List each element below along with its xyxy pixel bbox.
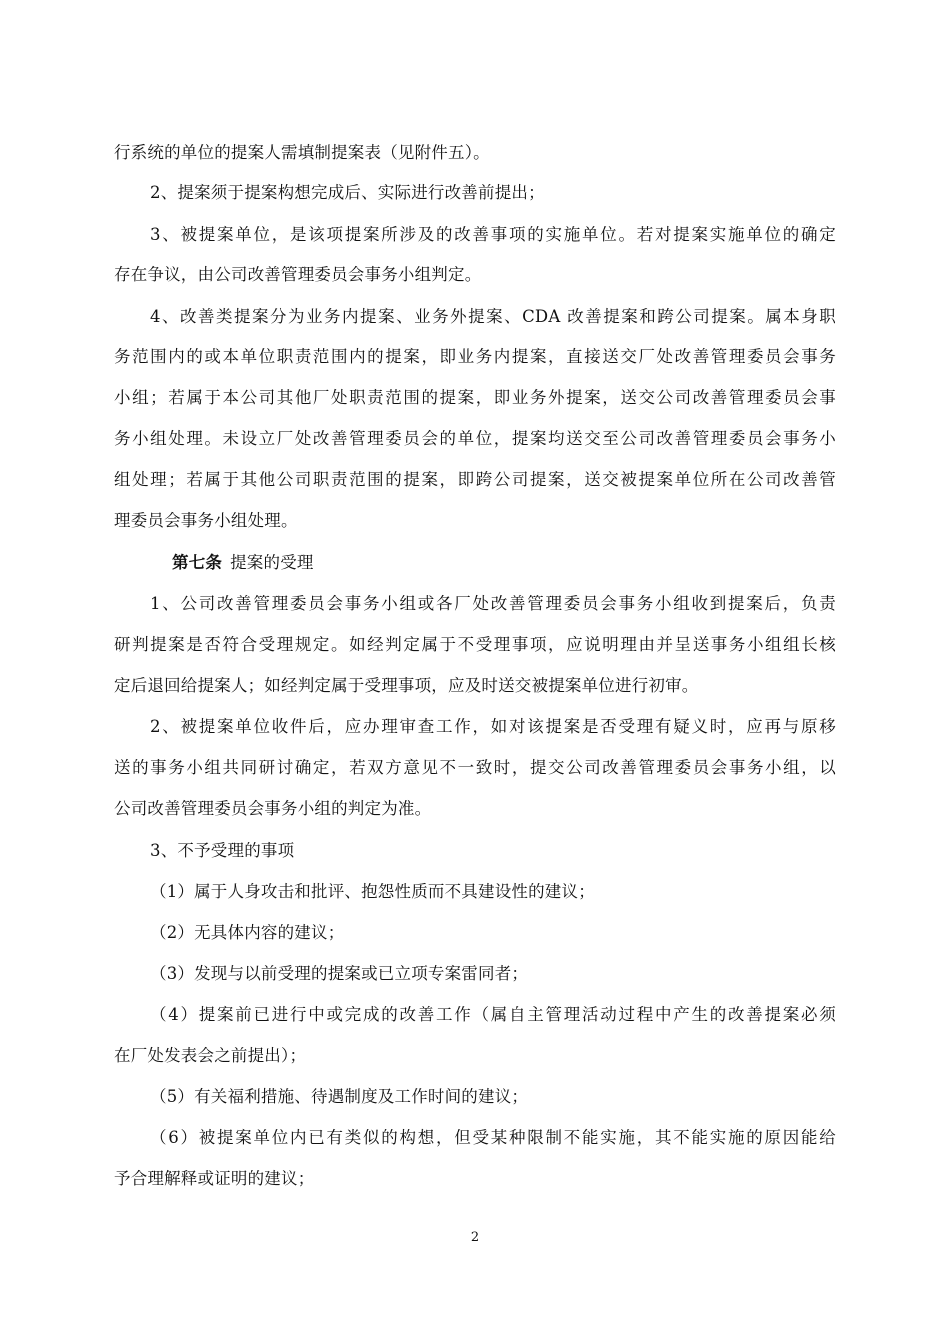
paragraph-line: 送的事务小组共同研讨确定，若双方意见不一致时，提交公司改善管理委员会事务小组，以	[114, 758, 836, 777]
paragraph-line: 2、被提案单位收件后，应办理审查工作，如对该提案是否受理有疑义时，应再与原移	[150, 717, 836, 736]
paragraph-line: 1、公司改善管理委员会事务小组或各厂处改善管理委员会事务小组收到提案后，负责	[150, 594, 836, 613]
paragraph-line: 理委员会事务小组处理。	[114, 511, 298, 530]
paragraph-line: 务范围内的或本单位职责范围内的提案，即业务内提案，直接送交厂处改善管理委员会事务	[114, 347, 836, 366]
page-number: 2	[470, 1230, 480, 1245]
list-item-continuation: 在厂处发表会之前提出）；	[114, 1046, 307, 1065]
paragraph-line: 定后退回给提案人；如经判定属于受理事项，应及时送交被提案单位进行初审。	[114, 676, 699, 695]
list-item: （5）有关福利措施、待遇制度及工作时间的建议；	[150, 1087, 529, 1106]
paragraph-line: 4、改善类提案分为业务内提案、业务外提案、CDA 改善提案和跨公司提案。属本身职	[150, 307, 836, 326]
paragraph-line: 研判提案是否符合受理规定。如经判定属于不受理事项，应说明理由并呈送事务小组组长核	[114, 635, 836, 654]
list-item: （3）发现与以前受理的提案或已立项专案雷同者；	[150, 964, 529, 983]
paragraph-line: 务小组处理。未设立厂处改善管理委员会的单位，提案均送交至公司改善管理委员会事务小	[114, 429, 836, 448]
list-item: （6）被提案单位内已有类似的构想，但受某种限制不能实施，其不能实施的原因能给	[150, 1128, 836, 1147]
paragraph-line: 3、被提案单位，是该项提案所涉及的改善事项的实施单位。若对提案实施单位的确定	[150, 225, 836, 244]
paragraph-line: 3、不予受理的事项	[150, 841, 295, 860]
list-item-continuation: 予合理解释或证明的建议；	[114, 1169, 315, 1188]
paragraph-line: 行系统的单位的提案人需填制提案表（见附件五）。	[114, 143, 490, 162]
list-item: （1）属于人身攻击和批评、抱怨性质而不具建设性的建议；	[150, 882, 595, 901]
paragraph-line: 小组；若属于本公司其他厂处职责范围的提案，即业务外提案，送交公司改善管理委员会事	[114, 388, 836, 407]
section-heading-title: 提案的受理	[230, 553, 314, 572]
paragraph-line: 组处理；若属于其他公司职责范围的提案，即跨公司提案，送交被提案单位所在公司改善管	[114, 470, 836, 489]
paragraph-line: 2、提案须于提案构想完成后、实际进行改善前提出；	[150, 183, 545, 202]
paragraph-line: 存在争议，由公司改善管理委员会事务小组判定。	[114, 265, 482, 284]
paragraph-line: 公司改善管理委员会事务小组的判定为准。	[114, 799, 432, 818]
section-heading-label: 第七条	[172, 553, 223, 572]
section-heading	[172, 551, 894, 575]
list-item: （2）无具体内容的建议；	[150, 923, 345, 942]
list-item: （4）提案前已进行中或完成的改善工作（属自主管理活动过程中产生的改善提案必须	[150, 1005, 836, 1024]
